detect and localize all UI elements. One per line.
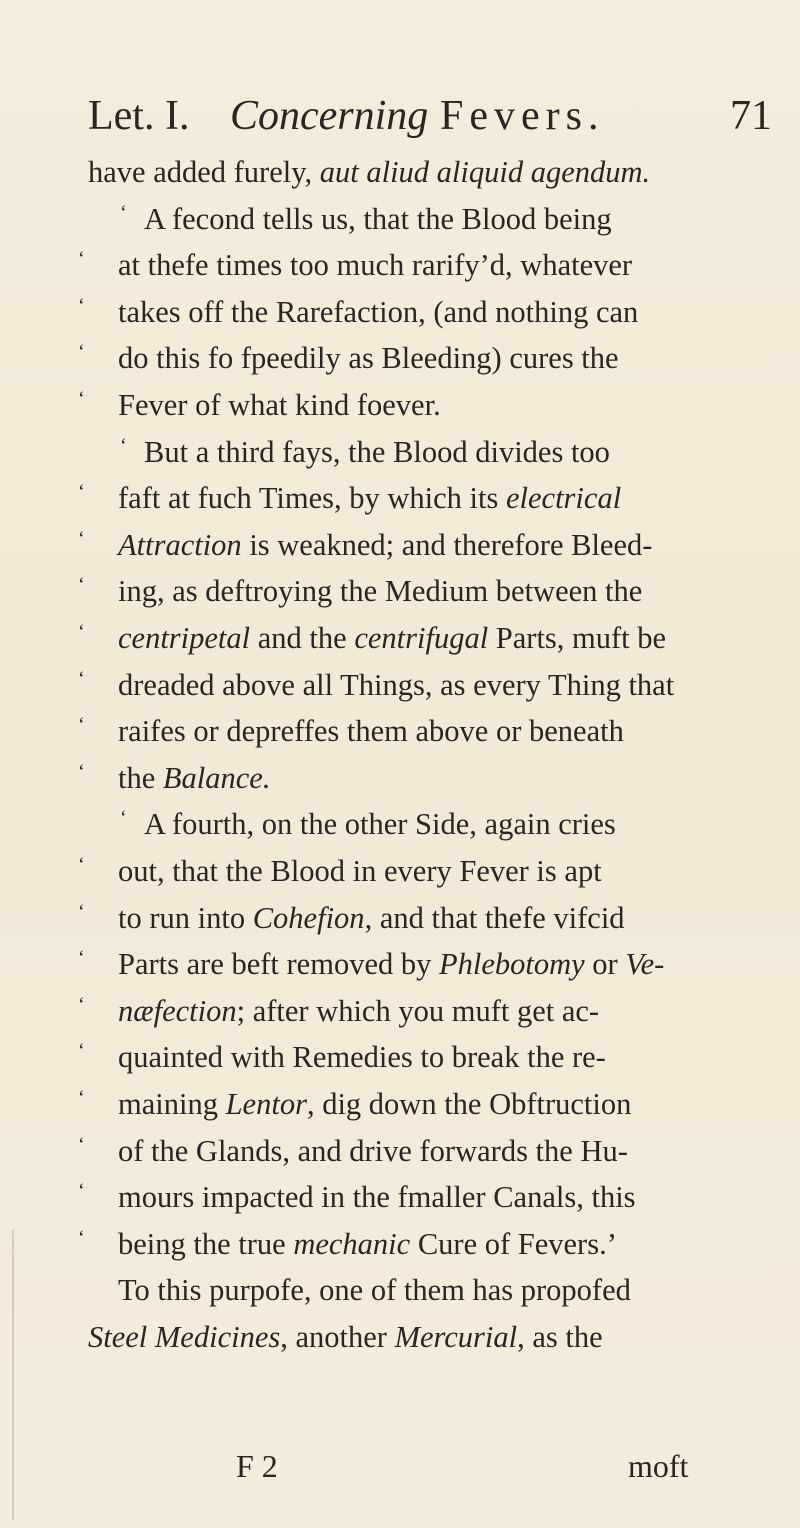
quote-mark: ‘ <box>78 248 85 271</box>
roman-segment: or <box>584 947 626 982</box>
roman-segment: out, that the Blood in every Fever is apt <box>118 854 602 888</box>
roman-segment: Parts, muft be <box>488 621 667 655</box>
roman-segment: of the Glands, and drive forwards the Hu- <box>118 1133 628 1168</box>
roman-segment: being the true <box>118 1226 294 1261</box>
quote-mark: ‘ <box>120 434 127 457</box>
italic-segment: Balance. <box>162 760 271 795</box>
roman-segment: Cure of Fevers.’ <box>410 1226 617 1261</box>
quote-mark: ‘ <box>78 621 85 643</box>
roman-segment: But a third fays, the Blood divides too <box>144 434 610 469</box>
roman-segment: takes off the Rarefaction, (and nothing can <box>118 294 639 329</box>
line-text <box>88 1317 603 1357</box>
line-text <box>118 758 270 798</box>
roman-segment: to run into <box>118 900 253 935</box>
italic-segment: Steel Medicines <box>88 1320 281 1354</box>
header-title-caps: Fevers. <box>440 93 605 139</box>
line-text <box>118 1084 631 1124</box>
quote-mark: ‘ <box>78 1087 85 1109</box>
catchword: moft <box>628 1448 689 1484</box>
page-edge-shadow <box>12 1230 14 1520</box>
roman-segment: raifes or depreffes them above or beneath <box>118 714 624 749</box>
line-text <box>118 711 624 751</box>
roman-segment: and the <box>250 621 355 655</box>
italic-segment: Mercurial <box>394 1320 518 1354</box>
italic-segment: electrical <box>506 481 622 516</box>
quote-mark: ‘ <box>78 1133 85 1156</box>
roman-segment: is weakned; and therefore Bleed- <box>241 527 653 562</box>
roman-segment: , as the <box>517 1320 603 1354</box>
signature-mark: F 2 <box>236 1448 278 1484</box>
roman-segment: To this purpofe, one of them has propofed <box>118 1273 631 1308</box>
line-text <box>118 1037 606 1077</box>
quote-mark: ‘ <box>78 993 85 1016</box>
line-text <box>118 898 625 938</box>
italic-segment: aut aliud aliquid agendum. <box>319 155 651 189</box>
quote-mark: ‘ <box>78 1040 85 1063</box>
quote-mark: ‘ <box>78 714 85 737</box>
roman-segment: A fecond tells us, that the Blood being <box>144 201 612 236</box>
quote-mark: ‘ <box>78 900 85 923</box>
quote-mark: ‘ <box>78 294 85 317</box>
line-text <box>118 571 642 611</box>
line-text <box>118 1177 636 1217</box>
line-text <box>118 1224 617 1264</box>
roman-segment: Fever of what kind foever. <box>118 388 441 422</box>
line-text <box>118 991 599 1031</box>
italic-segment: mechanic <box>293 1226 411 1261</box>
italic-segment: Ve- <box>625 947 665 982</box>
quote-mark: ‘ <box>120 201 127 224</box>
roman-segment: do this fo fpeedily as Bleeding) cures the <box>118 341 619 376</box>
page-number: 71 <box>730 93 772 139</box>
lecture-number: Let. I. <box>88 93 190 139</box>
quote-mark: ‘ <box>78 527 85 550</box>
line-text <box>118 1270 631 1310</box>
quote-mark: ‘ <box>78 574 85 597</box>
line-text <box>118 292 638 332</box>
italic-segment: næfection <box>118 993 237 1028</box>
line-text <box>118 338 619 378</box>
line-text <box>144 432 610 472</box>
line-text <box>88 152 650 192</box>
line-text <box>118 944 664 984</box>
italic-segment: centripetal <box>118 621 251 655</box>
quote-mark: ‘ <box>78 341 85 364</box>
quote-mark: ‘ <box>78 947 85 970</box>
line-text <box>144 804 616 844</box>
roman-segment: faft at fuch Times, by which its <box>118 481 506 516</box>
line-text <box>118 665 674 705</box>
roman-segment: have added furely, <box>88 155 320 189</box>
italic-segment: Attraction <box>118 527 242 562</box>
line-text <box>118 525 652 565</box>
quote-mark: ‘ <box>78 1226 85 1249</box>
italic-segment: Phlebotomy <box>438 947 585 982</box>
roman-segment: ing, as deftroying the Medium between the <box>118 574 643 609</box>
italic-segment: Cohefion <box>252 900 365 935</box>
roman-segment: dreaded above all Things, as every Thing that <box>118 667 675 702</box>
roman-segment: Parts are beft removed by <box>118 947 439 982</box>
line-text <box>144 199 612 239</box>
line-text <box>118 851 602 891</box>
roman-segment: ; after which you muft get ac- <box>236 993 600 1028</box>
italic-segment: centrifugal <box>354 621 489 655</box>
roman-segment: , dig down the Obftruction <box>306 1087 632 1121</box>
quote-mark: ‘ <box>78 388 85 410</box>
roman-segment: the <box>118 760 163 795</box>
italic-segment: Lentor <box>225 1087 307 1121</box>
roman-segment: A fourth, on the other Side, again cries <box>144 807 616 842</box>
quote-mark: ‘ <box>78 667 85 690</box>
roman-segment: , and that thefe vifcid <box>364 900 625 935</box>
quote-mark: ‘ <box>78 760 85 783</box>
line-text <box>118 385 441 425</box>
roman-segment: quainted with Remedies to break the re- <box>118 1040 606 1075</box>
roman-segment: mours impacted in the fmaller Canals, this <box>118 1180 636 1215</box>
roman-segment: maining <box>118 1087 226 1121</box>
line-text <box>118 1131 628 1171</box>
line-text <box>118 618 666 658</box>
header-title-italic: Concerning <box>230 93 429 139</box>
quote-mark: ‘ <box>78 854 85 876</box>
line-text <box>118 478 621 518</box>
running-header <box>88 92 778 148</box>
quote-mark: ‘ <box>78 481 85 504</box>
quote-mark: ‘ <box>78 1180 85 1203</box>
quote-mark: ‘ <box>120 807 127 830</box>
roman-segment: at thefe times too much rarify’d, whatever <box>118 248 633 283</box>
roman-segment: , another <box>280 1320 395 1354</box>
line-text <box>118 245 632 285</box>
